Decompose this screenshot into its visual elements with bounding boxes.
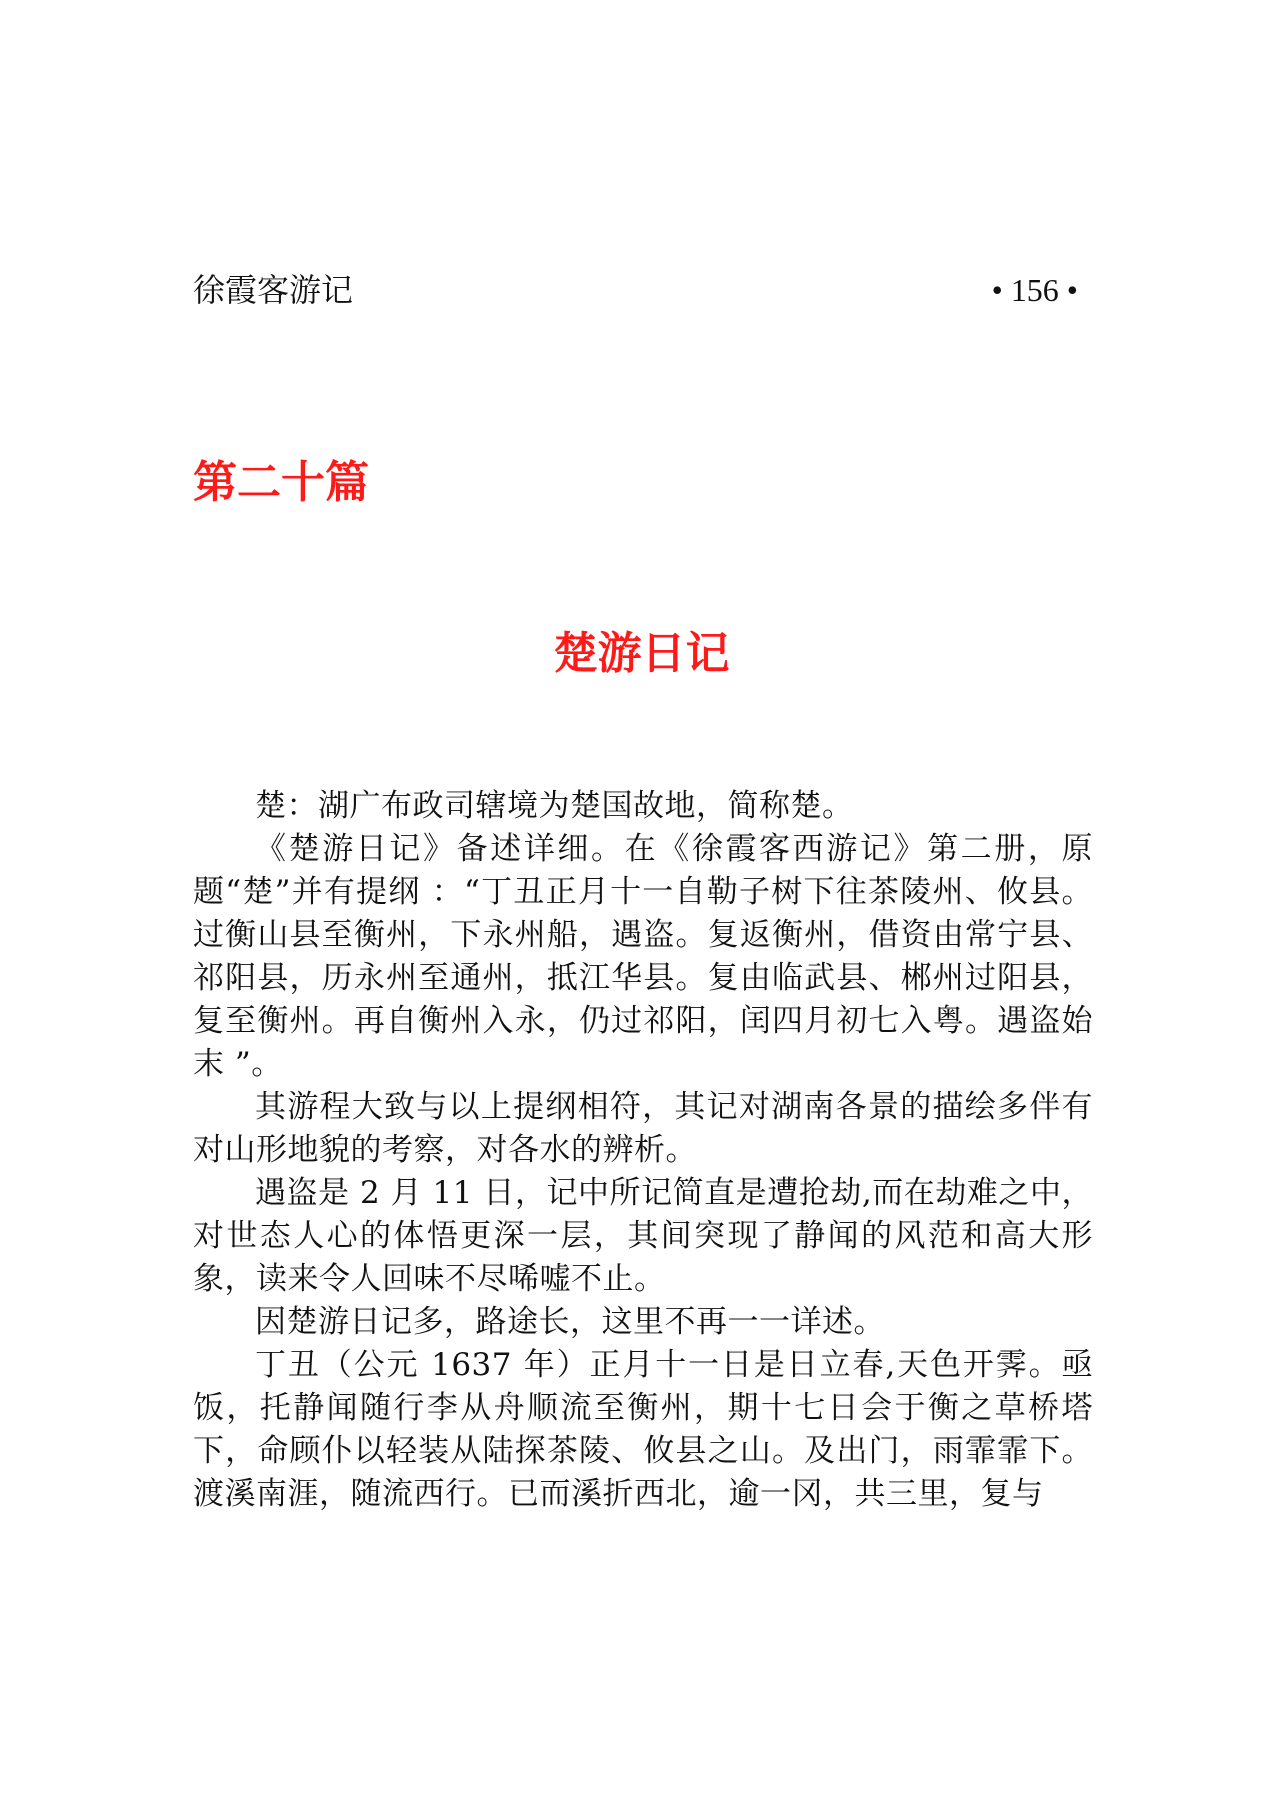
chapter-heading: 第二十篇 xyxy=(193,457,369,508)
article-title: 楚游日记 xyxy=(553,628,730,679)
body-text xyxy=(193,785,1093,1516)
paragraph: 楚：湖广布政司辖境为楚国故地，简称楚。 xyxy=(255,788,854,824)
book-title: 徐霞客游记 xyxy=(193,271,354,309)
running-header xyxy=(193,268,1078,312)
paragraph: 《楚游日记》备述详细。在《徐霞客西游记》第二册，原题“楚”并有提纲 ：“丁丑正月十一自勒子树下往茶陵州、攸县。过衡山县至衡州，下永州船，遇盗。复返衡州，借资由常宁县、祁阳县，历永州至通州，抵江华县。复由临武县、郴州过阳县，复至衡州。再自衡州入永，仍过祁阳，闰四月初七入粤。遇盗始末 ”。 xyxy=(193,831,1093,1082)
page-number: • 156 • xyxy=(991,272,1078,308)
paragraph: 丁丑（公元 1637 年）正月十一日是日立春,天色开霁。亟饭，托静闻随行李从舟顺流至衡州，期十七日会于衡之草桥塔下，命顾仆以轻装从陆探茶陵、攸县之山。及出门，雨霏霏下。渡溪南涯，随流西行。已而溪折西北，逾一冈，共三里，复与 xyxy=(193,1347,1093,1512)
paragraph: 其游程大致与以上提纲相符，其记对湖南各景的描绘多伴有对山形地貌的考察，对各水的辨析。 xyxy=(193,1089,1093,1168)
paragraph: 遇盗是 2 月 11 日，记中所记简直是遭抢劫,而在劫难之中，对世态人心的体悟更深一层，其间突现了静闻的风范和高大形象，读来令人回味不尽唏嘘不止。 xyxy=(193,1175,1093,1297)
paragraph: 因楚游日记多，路途长，这里不再一一详述。 xyxy=(255,1304,885,1340)
